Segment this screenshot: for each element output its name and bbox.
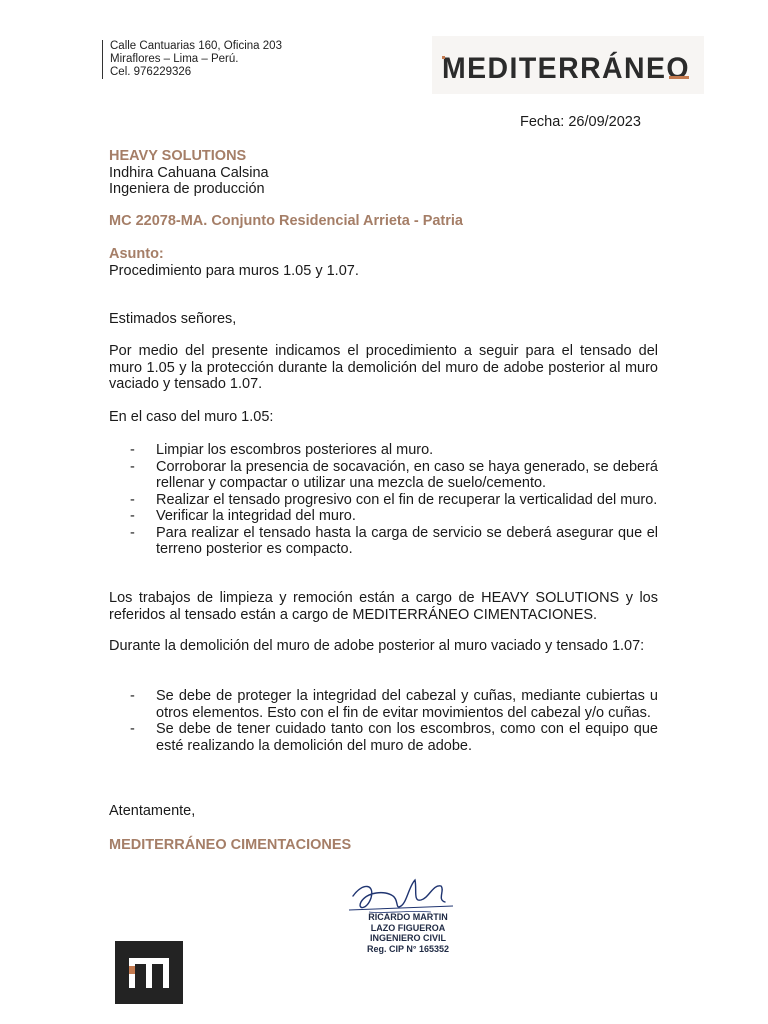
address-line: Miraflores – Lima – Perú. [110,53,239,65]
letter-date: Fecha: 26/09/2023 [520,114,641,130]
list-item [130,525,658,558]
signature-company: MEDITERRÁNEO CIMENTACIONES [109,837,352,853]
m-monogram-icon [115,941,183,1004]
case2-list [130,688,658,754]
list-item [130,721,658,754]
subject-label: Asunto: [109,246,164,262]
stamp-line: INGENIERO CIVIL [369,933,446,943]
greeting: Estimados señores, [109,311,237,327]
bullet-marker: - [130,688,135,704]
list-item-text: Para realizar el tensado hasta la carga de servicio se deberá asegurar que el terreno posterior es compacto. [156,524,658,557]
recipient-role: Ingeniera de producción [109,181,265,197]
case1-title: En el caso del muro 1.05: [109,409,274,425]
mediterraneo-logo [432,36,704,94]
responsibility-paragraph: Los trabajos de limpieza y remoción están a cargo de HEAVY SOLUTIONS y los referidos al tensado están a cargo de MEDITERRÁNEO CIMENTACIONES. [109,590,658,623]
list-item-text: Verificar la integridad del muro. [156,508,356,524]
bullet-marker: - [130,524,135,541]
bullet-marker: - [130,721,135,737]
list-item [130,459,658,492]
closing: Atentamente, [109,803,196,819]
subject-text: Procedimiento para muros 1.05 y 1.07. [109,262,359,279]
list-item-text: Limpiar los escombros posteriores al muro. [156,442,434,458]
bullet-marker: - [130,491,135,508]
bullet-marker: - [130,442,135,458]
company-address [102,40,282,79]
recipient-company: HEAVY SOLUTIONS [109,148,247,164]
svg-text:MEDITERRÁNEO: MEDITERRÁNEO [442,52,704,85]
project-reference: MC 22078-MA. Conjunto Residencial Arrieta - Patria [109,213,463,229]
stamp-line: Reg. CIP N° 165352 [367,943,449,954]
list-item [130,492,658,509]
case1-list [130,442,658,558]
list-item-text: Realizar el tensado progresivo con el fin de recuperar la verticalidad del muro. [156,491,658,508]
recipient-name: Indhira Cahuana Calsina [109,164,269,181]
list-item [130,688,658,721]
list-item [130,442,658,459]
bullet-marker: - [130,508,135,524]
address-line: Calle Cantuarias 160, Oficina 203 [110,40,282,52]
logo-wordmark-icon [432,36,704,94]
list-item-text: Se debe de proteger la integridad del cabezal y cuñas, mediante cubiertas u otros elementos. Esto con el fin de evitar movimientos del cabezal y/o cuñas. [156,688,658,721]
bullet-marker: - [130,458,135,475]
list-item-text: Corroborar la presencia de socavación, en caso se haya generado, se deberá rellenar y compactar o utilizar una mezcla de suelo/cemento. [156,458,658,491]
engineer-stamp [362,912,454,954]
recipient-block [109,148,658,198]
stamp-line: LAZO FIGUEROA [370,922,446,933]
list-item [130,508,658,525]
intro-paragraph: Por medio del presente indicamos el procedimiento a seguir para el tensado del muro 1.05 y la protección durante la demolición del muro de adobe posterior al muro vaciado y tensado 1.07. [109,343,658,392]
subject-block [109,246,658,279]
stamp-line: RICARDO MARTIN [368,912,448,922]
case2-title: Durante la demolición del muro de adobe posterior al muro vaciado y tensado 1.07: [109,638,645,654]
address-line: Cel. 976229326 [110,66,192,78]
logo-mark [115,941,183,1004]
list-item-text: Se debe de tener cuidado tanto con los escombros, como con el equipo que esté realizando la demolición del muro de adobe. [156,721,658,754]
